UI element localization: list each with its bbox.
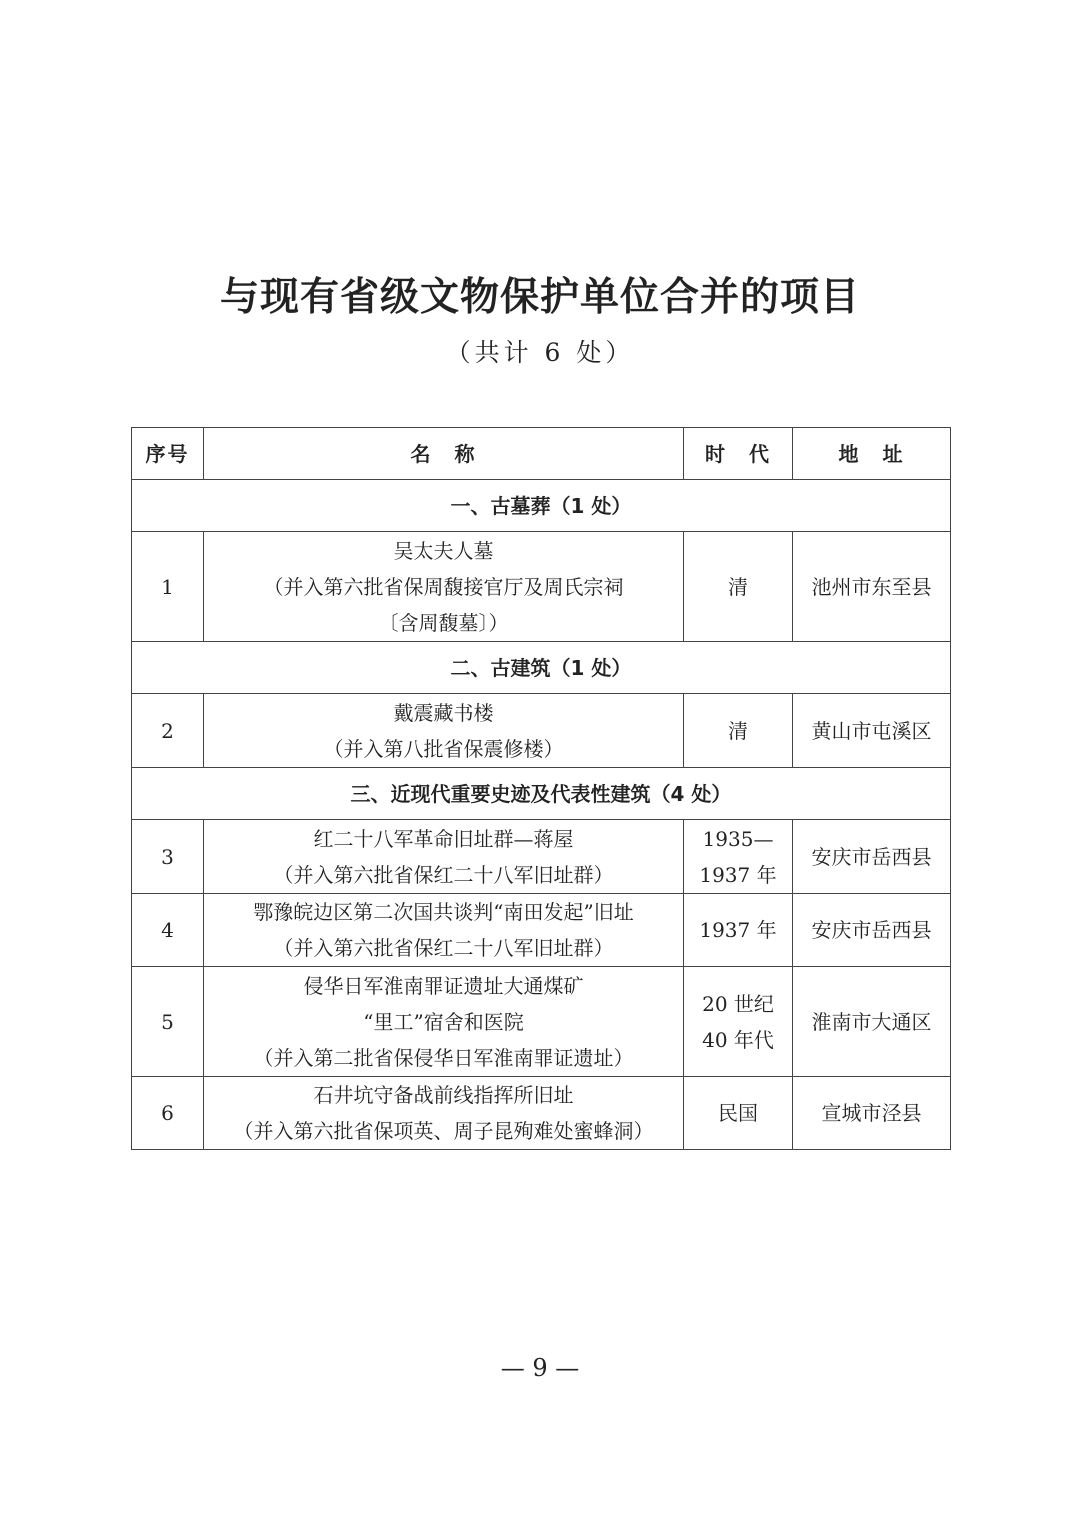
cell-address: 池州市东至县 [793,532,951,642]
name-line: 石井坑守备战前线指挥所旧址 [313,1083,574,1107]
era-line: 民国 [718,1101,758,1125]
cell-era [684,1077,793,1150]
cell-era [684,894,793,967]
name-line: 〔含周馥墓〕） [378,610,509,635]
era-line: 1935— [702,826,774,851]
cell-era [684,967,793,1077]
table-row [132,694,951,768]
name-line: （并入第八批省保震修楼） [323,736,564,761]
section-heading: 二、古建筑（1 处） [132,642,951,694]
table-row [132,967,951,1077]
heritage-table [131,427,951,1150]
header-era: 时 代 [684,428,793,480]
era-line: 1937 年 [699,918,777,942]
cell-number: 4 [132,894,204,967]
cell-address: 淮南市大通区 [793,967,951,1077]
name-line: （并入第六批省保项英、周子昆殉难处蜜蜂洞） [233,1119,654,1143]
name-line: 红二十八军革命旧址群—蒋屋 [313,826,574,851]
cell-number: 3 [132,820,204,894]
header-number: 序号 [132,428,204,480]
name-line: （并入第六批省保红二十八军旧址群） [273,862,614,887]
name-line: （并入第六批省保周馥接官厅及周氏宗祠 [263,574,624,599]
cell-name [204,1077,684,1150]
page-title: 与现有省级文物保护单位合并的项目 [219,275,860,320]
section-row [132,768,951,820]
cell-name [204,820,684,894]
name-line: “里工”宿舍和医院 [363,1009,524,1034]
cell-name [204,967,684,1077]
name-line: （并入第六批省保红二十八军旧址群） [273,936,614,960]
name-line: 戴震藏书楼 [393,700,494,725]
cell-era [684,694,793,768]
header-name: 名 称 [204,428,684,480]
name-line: 鄂豫皖边区第二次国共谈判“南田发起”旧址 [253,900,634,924]
table-row [132,820,951,894]
cell-number: 5 [132,967,204,1077]
era-line: 40 年代 [702,1027,774,1052]
page-subtitle: （共计 6 处） [445,338,635,367]
table-row [132,894,951,967]
cell-era [684,532,793,642]
cell-address: 安庆市岳西县 [793,820,951,894]
cell-number: 1 [132,532,204,642]
era-line: 1937 年 [699,862,777,887]
era-line: 清 [728,718,748,743]
cell-number: 6 [132,1077,204,1150]
header-address: 地 址 [793,428,951,480]
table-header-row [132,428,951,480]
cell-number: 2 [132,694,204,768]
table-row [132,532,951,642]
cell-era [684,820,793,894]
cell-address: 安庆市岳西县 [793,894,951,967]
name-line: 侵华日军淮南罪证遗址大通煤矿 [303,973,584,998]
page-number: — 9 — [500,1354,580,1382]
table-row [132,1077,951,1150]
cell-address: 黄山市屯溪区 [793,694,951,768]
section-row [132,480,951,532]
cell-name [204,694,684,768]
cell-name [204,532,684,642]
section-heading: 三、近现代重要史迹及代表性建筑（4 处） [132,768,951,820]
name-line: （并入第二批省保侵华日军淮南罪证遗址） [253,1045,634,1070]
cell-name [204,894,684,967]
name-line: 吴太夫人墓 [393,538,494,563]
section-row [132,642,951,694]
section-heading: 一、古墓葬（1 处） [132,480,951,532]
era-line: 20 世纪 [702,991,774,1016]
cell-address: 宣城市泾县 [793,1077,951,1150]
era-line: 清 [728,574,748,599]
